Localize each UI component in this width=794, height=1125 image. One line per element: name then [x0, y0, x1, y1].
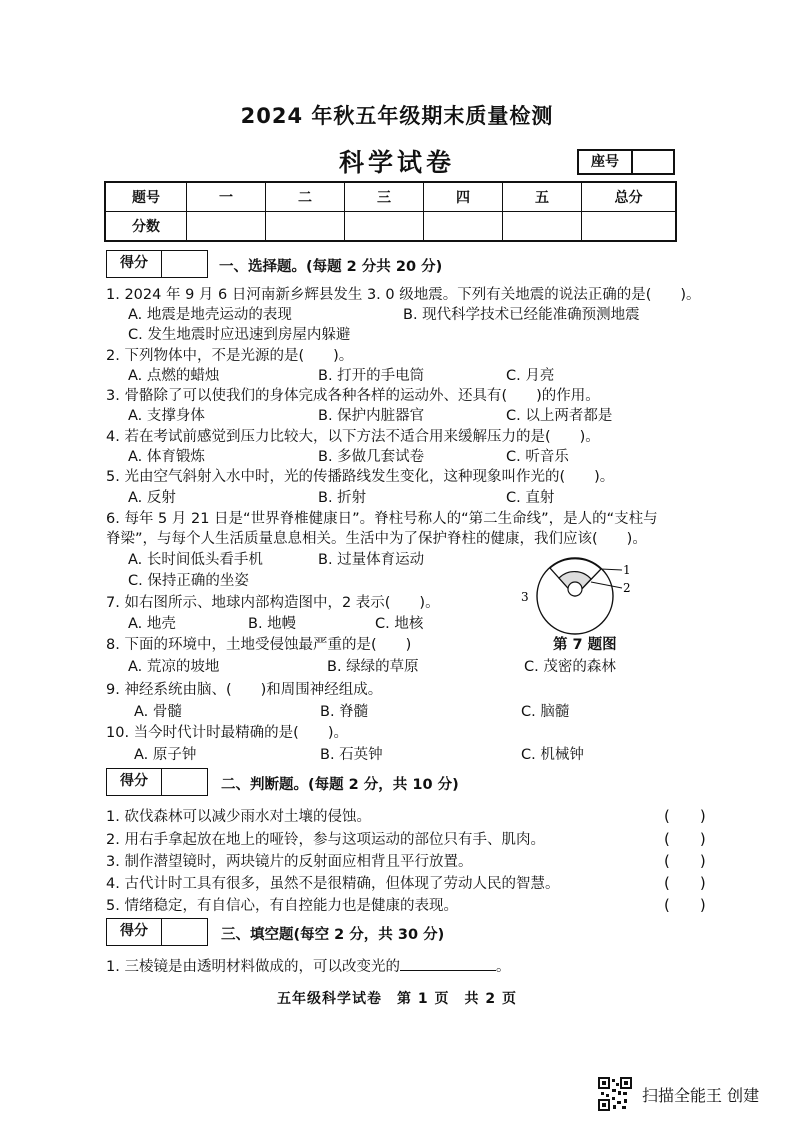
section2-title: 二、判断题。(每题 2 分，共 10 分): [221, 777, 459, 793]
figure-label-2: 2: [623, 581, 631, 595]
judge-answer-4[interactable]: ( ): [664, 874, 706, 892]
q5-option-c: C. 直射: [506, 490, 555, 506]
q10-option-b: B. 石英钟: [320, 747, 383, 763]
earth-core-circle: [568, 582, 582, 596]
q6-option-a: A. 长时间低头看手机: [128, 552, 263, 568]
q10-option-c: C. 机械钟: [521, 747, 584, 763]
q3-option-a: A. 支撑身体: [128, 408, 205, 424]
q2-option-c: C. 月亮: [506, 368, 555, 384]
score-table-header: 二: [266, 182, 345, 212]
q7-option-c: C. 地核: [375, 616, 424, 632]
q7-option-b: B. 地幔: [248, 616, 297, 632]
exam-subtitle: 科学试卷: [338, 148, 455, 177]
judge-answer-1[interactable]: ( ): [664, 807, 706, 825]
q9-option-b: B. 脊髓: [320, 704, 369, 720]
score-table-header: 五: [503, 182, 582, 212]
judge-item-5: 5. 情绪稳定，有自信心，有自控能力也是健康的表现。: [106, 898, 458, 914]
seat-number-box: [577, 149, 675, 175]
seat-number-field[interactable]: [633, 151, 673, 173]
score-box-label: 得分: [107, 251, 162, 277]
question-2-stem: 2. 下列物体中，不是光源的是( )。: [106, 348, 354, 364]
judge-item-2: 2. 用右手拿起放在地上的哑铃，参与这项运动的部位只有手、肌肉。: [106, 832, 545, 848]
fill-question-1-end: 。: [495, 959, 511, 975]
score-cell[interactable]: [345, 212, 424, 242]
score-cell[interactable]: [266, 212, 345, 242]
score-table-header-row: [105, 182, 676, 212]
score-box-field[interactable]: [162, 919, 207, 945]
fill-blank[interactable]: [400, 956, 496, 971]
scanner-watermark-text: 扫描全能王 创建: [642, 1085, 760, 1105]
question-9-stem: 9. 神经系统由脑、( )和周围神经组成。: [106, 682, 383, 698]
q10-option-a: A. 原子钟: [134, 747, 197, 763]
q1-option-b: B. 现代科学技术已经能准确预测地震: [403, 307, 640, 323]
judge-answer-2[interactable]: ( ): [664, 830, 706, 848]
q4-option-a: A. 体育锻炼: [128, 449, 205, 465]
label-2-line: [591, 582, 622, 588]
figure-caption: 第 7 题图: [553, 637, 617, 653]
fill-question-1: [106, 955, 510, 976]
score-row-label: 分数: [105, 212, 187, 242]
q1-option-a: A. 地震是地壳运动的表现: [128, 307, 292, 323]
label-1-line: [601, 569, 622, 570]
q5-option-a: A. 反射: [128, 490, 176, 506]
score-box-field[interactable]: [162, 251, 207, 277]
q9-option-c: C. 脑髓: [521, 704, 570, 720]
question-3-stem: 3. 骨骼除了可以使我们的身体完成各种各样的运动外、还具有( )的作用。: [106, 388, 600, 404]
question-4-stem: 4. 若在考试前感觉到压力比较大，以下方法不适合用来缓解压力的是( )。: [106, 429, 600, 445]
judge-item-3: 3. 制作潜望镜时，两块镜片的反射面应相背且平行放置。: [106, 854, 473, 870]
score-cell[interactable]: [503, 212, 582, 242]
fill-question-1-text: 1. 三棱镜是由透明材料做成的，可以改变光的: [106, 959, 400, 975]
scanner-watermark: [598, 1077, 759, 1111]
q1-option-c: C. 发生地震时应迅速到房屋内躲避: [128, 327, 351, 343]
score-table-header: 总分: [582, 182, 677, 212]
judge-answer-3[interactable]: ( ): [664, 852, 706, 870]
score-box-label: 得分: [107, 769, 162, 795]
score-cell[interactable]: [582, 212, 677, 242]
section1-title: 一、选择题。(每题 2 分共 20 分): [219, 259, 443, 275]
q8-option-b: B. 绿绿的草原: [327, 659, 419, 675]
judge-item-4: 4. 古代计时工具有很多，虽然不是很精确，但体现了劳动人民的智慧。: [106, 876, 560, 892]
q6-option-b: B. 过量体育运动: [318, 552, 425, 568]
q2-option-a: A. 点燃的蜡烛: [128, 368, 220, 384]
q8-option-c: C. 茂密的森林: [524, 659, 616, 675]
judge-answer-5[interactable]: ( ): [664, 896, 706, 914]
q3-option-b: B. 保护内脏器官: [318, 408, 425, 424]
seat-number-label: 座号: [579, 151, 633, 173]
question-8-stem: 8. 下面的环境中，土地受侵蚀最严重的是( ): [106, 637, 412, 653]
score-table-header: 四: [424, 182, 503, 212]
q4-option-b: B. 多做几套试卷: [318, 449, 425, 465]
q2-option-b: B. 打开的手电筒: [318, 368, 425, 384]
score-box-field[interactable]: [162, 769, 207, 795]
question-6-stem-line2: 脊梁”，与每个人生活质量息息相关。生活中为了保护脊柱的健康，我们应该( )。: [106, 531, 647, 547]
section2-score-box: [106, 768, 208, 796]
q9-option-a: A. 骨髓: [134, 704, 182, 720]
section1-score-box: [106, 250, 208, 278]
score-table-score-row: [105, 212, 676, 242]
q7-option-a: A. 地壳: [128, 616, 176, 632]
question-5-stem: 5. 光由空气斜射入水中时，光的传播路线发生变化，这种现象叫作光的( )。: [106, 469, 615, 485]
figure-label-1: 1: [623, 563, 631, 577]
question-7-stem: 7. 如右图所示、地球内部构造图中，2 表示( )。: [106, 595, 440, 611]
score-cell[interactable]: [424, 212, 503, 242]
q6-option-c: C. 保持正确的坐姿: [128, 573, 249, 589]
figure-label-3: 3: [521, 590, 529, 604]
page-footer: 五年级科学试卷 第 1 页 共 2 页: [277, 991, 517, 1007]
score-table: [104, 181, 677, 242]
score-cell[interactable]: [187, 212, 266, 242]
score-box-label: 得分: [107, 919, 162, 945]
score-table-header: 题号: [105, 182, 187, 212]
earth-structure-figure: [515, 556, 645, 636]
q4-option-c: C. 听音乐: [506, 449, 569, 465]
section3-title: 三、填空题(每空 2 分，共 30 分): [221, 927, 445, 943]
question-6-stem: 6. 每年 5 月 21 日是“世界脊椎健康日”。脊柱号称人的“第二生命线”，是人的“支柱与: [106, 511, 658, 527]
q3-option-c: C. 以上两者都是: [506, 408, 613, 424]
question-10-stem: 10. 当今时代计时最精确的是( )。: [106, 725, 348, 741]
score-table-header: 一: [187, 182, 266, 212]
section3-score-box: [106, 918, 208, 946]
score-table-header: 三: [345, 182, 424, 212]
question-1-stem: 1. 2024 年 9 月 6 日河南新乡辉县发生 3. 0 级地震。下列有关地震的说法正确的是( )。: [106, 287, 701, 303]
judge-item-1: 1. 砍伐森林可以减少雨水对土壤的侵蚀。: [106, 809, 371, 825]
exam-title: 2024 年秋五年级期末质量检测: [240, 104, 554, 128]
qr-code-icon: [598, 1077, 632, 1111]
q8-option-a: A. 荒凉的坡地: [128, 659, 220, 675]
q5-option-b: B. 折射: [318, 490, 367, 506]
